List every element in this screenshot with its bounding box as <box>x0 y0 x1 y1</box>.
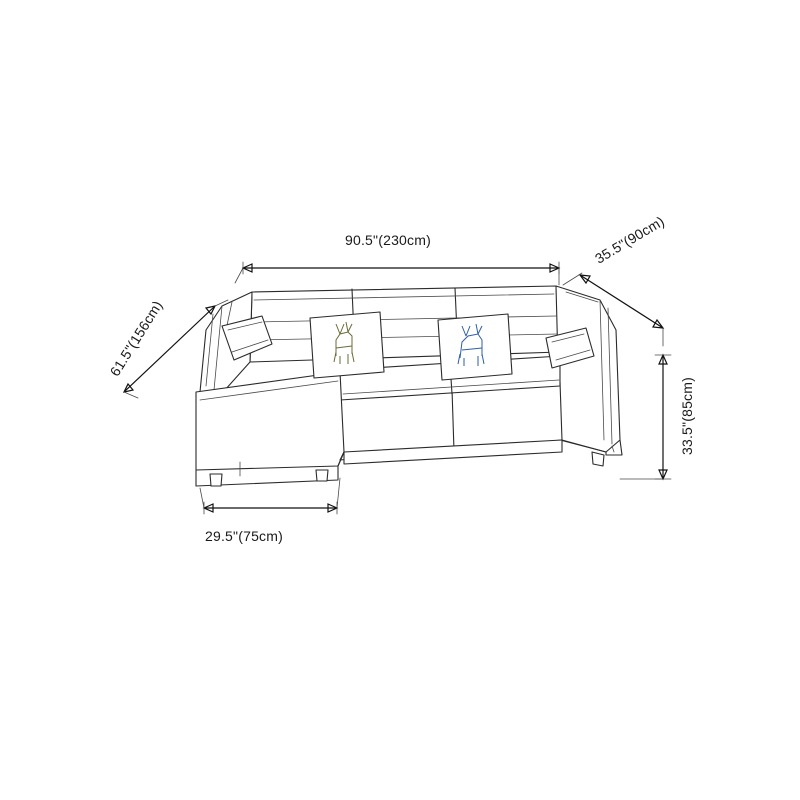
sofa-chaise <box>196 372 344 486</box>
sofa-right-arm <box>556 286 622 455</box>
pillow-deer-olive <box>310 312 384 378</box>
dimension-label-width: 90.5"(230cm) <box>345 232 431 248</box>
dimension-label-depth: 35.5"(90cm) <box>592 212 668 267</box>
dimension-line-height <box>620 355 671 479</box>
pillow-deer-blue <box>438 314 512 380</box>
dimension-label-height: 33.5"(85cm) <box>679 377 695 455</box>
dimension-label-overall-length: 61.5"(156cm) <box>106 297 166 379</box>
dimension-label-chaise-width: 29.5"(75cm) <box>205 528 283 544</box>
dimension-line-width <box>235 262 559 285</box>
sofa-back <box>250 286 560 362</box>
